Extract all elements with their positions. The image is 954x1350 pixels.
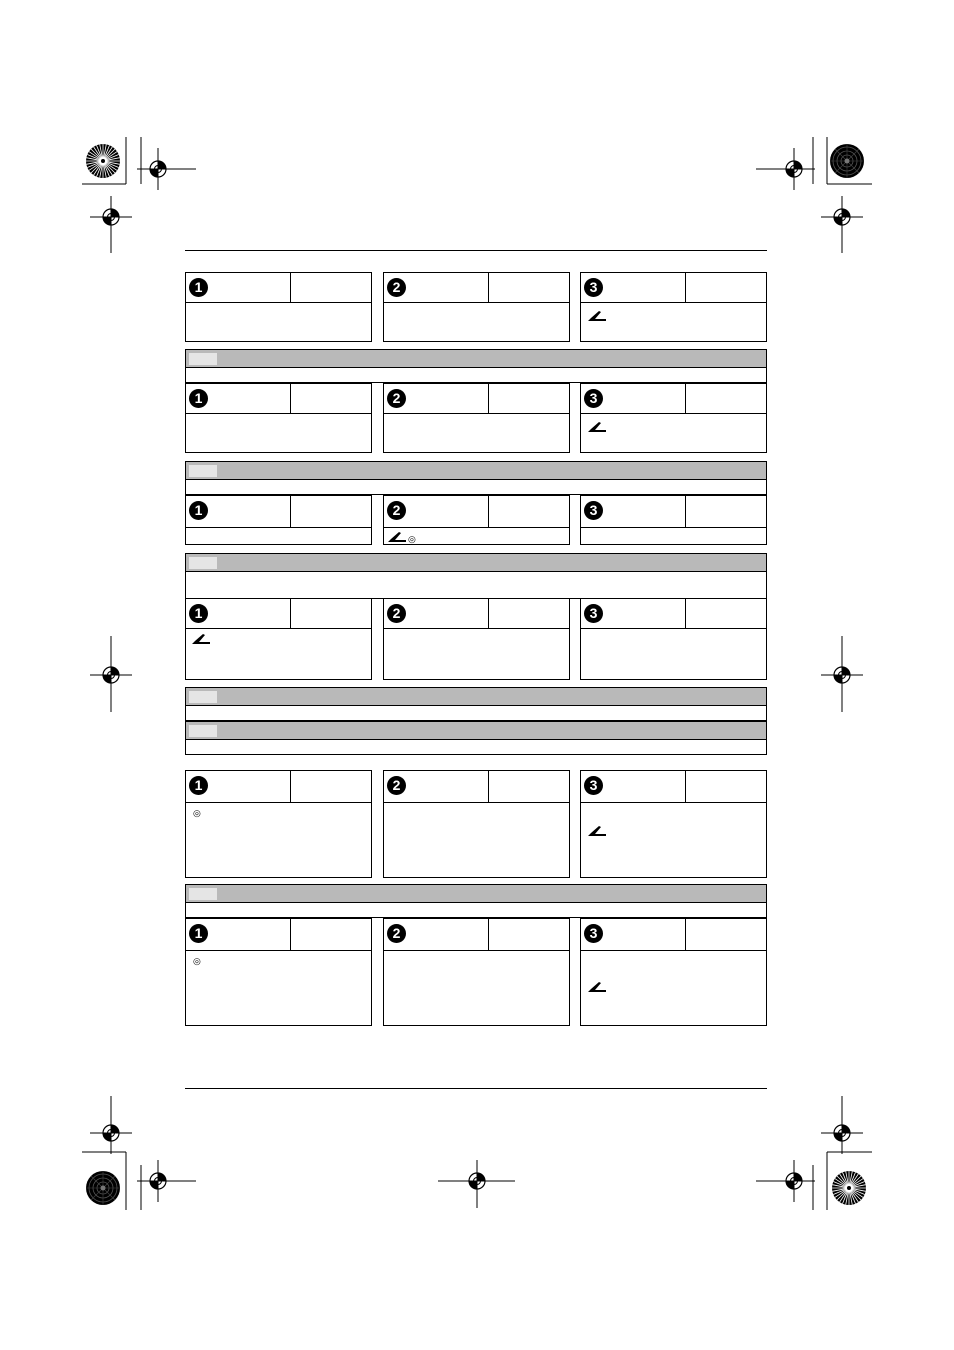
step-card (580, 272, 767, 342)
step-number: 3 (584, 389, 603, 408)
pen-icon (587, 825, 607, 837)
step-row (185, 272, 767, 342)
step-card (383, 272, 570, 342)
section-header-bar (186, 688, 766, 706)
step-number: 2 (387, 776, 406, 795)
step-header (384, 919, 569, 951)
step-number: 2 (387, 924, 406, 943)
starburst-color-bar-icon (832, 1171, 866, 1205)
step-card (383, 383, 570, 453)
step-number: 2 (387, 389, 406, 408)
section-block (185, 884, 767, 918)
step-header (384, 273, 569, 303)
pen-icon (587, 981, 607, 993)
step-header (581, 599, 766, 629)
step-card (185, 598, 372, 680)
step-number: 3 (584, 924, 603, 943)
step-number: 1 (189, 389, 208, 408)
step-number: 3 (584, 776, 603, 795)
step-header (581, 384, 766, 414)
pen-icon (191, 633, 211, 645)
step-header (581, 273, 766, 303)
step-header (186, 384, 371, 414)
step-number: 3 (584, 278, 603, 297)
section-tag (189, 691, 217, 703)
step-card (185, 918, 372, 1026)
pen-icon (587, 421, 607, 433)
step-row (185, 495, 767, 545)
step-card (185, 272, 372, 342)
disc-icon: ◎ (193, 956, 201, 966)
step-card (185, 495, 372, 545)
section-header-bar (186, 462, 766, 480)
section-tag (189, 353, 217, 365)
pen-icon (387, 531, 407, 543)
step-row (185, 598, 767, 680)
step-card (580, 598, 767, 680)
step-number: 1 (189, 924, 208, 943)
section-block (185, 461, 767, 495)
step-row (185, 770, 767, 878)
step-number: 3 (584, 501, 603, 520)
step-number: 1 (189, 604, 208, 623)
step-number: 2 (387, 604, 406, 623)
section-block (185, 553, 767, 599)
step-header (186, 771, 371, 803)
step-card (383, 918, 570, 1026)
step-number: 1 (189, 501, 208, 520)
step-number: 3 (584, 604, 603, 623)
step-header (581, 919, 766, 951)
section-header-bar (186, 722, 766, 740)
step-card (383, 770, 570, 878)
step-card (383, 495, 570, 545)
starburst-color-bar-icon (86, 144, 120, 178)
pen-icon (587, 310, 607, 322)
starburst-color-bar-icon (86, 1171, 120, 1205)
step-header (384, 599, 569, 629)
section-header-bar (186, 885, 766, 903)
step-card (185, 770, 372, 878)
step-number: 1 (189, 776, 208, 795)
step-card (580, 383, 767, 453)
step-header (384, 496, 569, 528)
section-tag (189, 725, 217, 737)
step-number: 2 (387, 278, 406, 297)
step-header (186, 496, 371, 528)
step-number: 2 (387, 501, 406, 520)
step-card (383, 598, 570, 680)
step-row (185, 383, 767, 453)
step-card (580, 495, 767, 545)
step-header (384, 384, 569, 414)
section-header-bar (186, 350, 766, 368)
disc-icon: ◎ (193, 808, 201, 818)
section-tag (189, 557, 217, 569)
header-rule (185, 250, 767, 251)
step-row (185, 918, 767, 1026)
step-number: 1 (189, 278, 208, 297)
step-header (384, 771, 569, 803)
section-tag (189, 888, 217, 900)
step-card (580, 918, 767, 1026)
step-header (581, 771, 766, 803)
starburst-color-bar-icon (830, 144, 864, 178)
step-header (186, 273, 371, 303)
step-header (581, 496, 766, 528)
section-block (185, 721, 767, 755)
step-header (186, 599, 371, 629)
step-card (580, 770, 767, 878)
step-header (186, 919, 371, 951)
section-tag (189, 465, 217, 477)
section-block (185, 687, 767, 721)
step-card (185, 383, 372, 453)
disc-icon: ◎ (408, 534, 416, 544)
footer-rule (185, 1088, 767, 1089)
section-header-bar (186, 554, 766, 572)
section-block (185, 349, 767, 383)
